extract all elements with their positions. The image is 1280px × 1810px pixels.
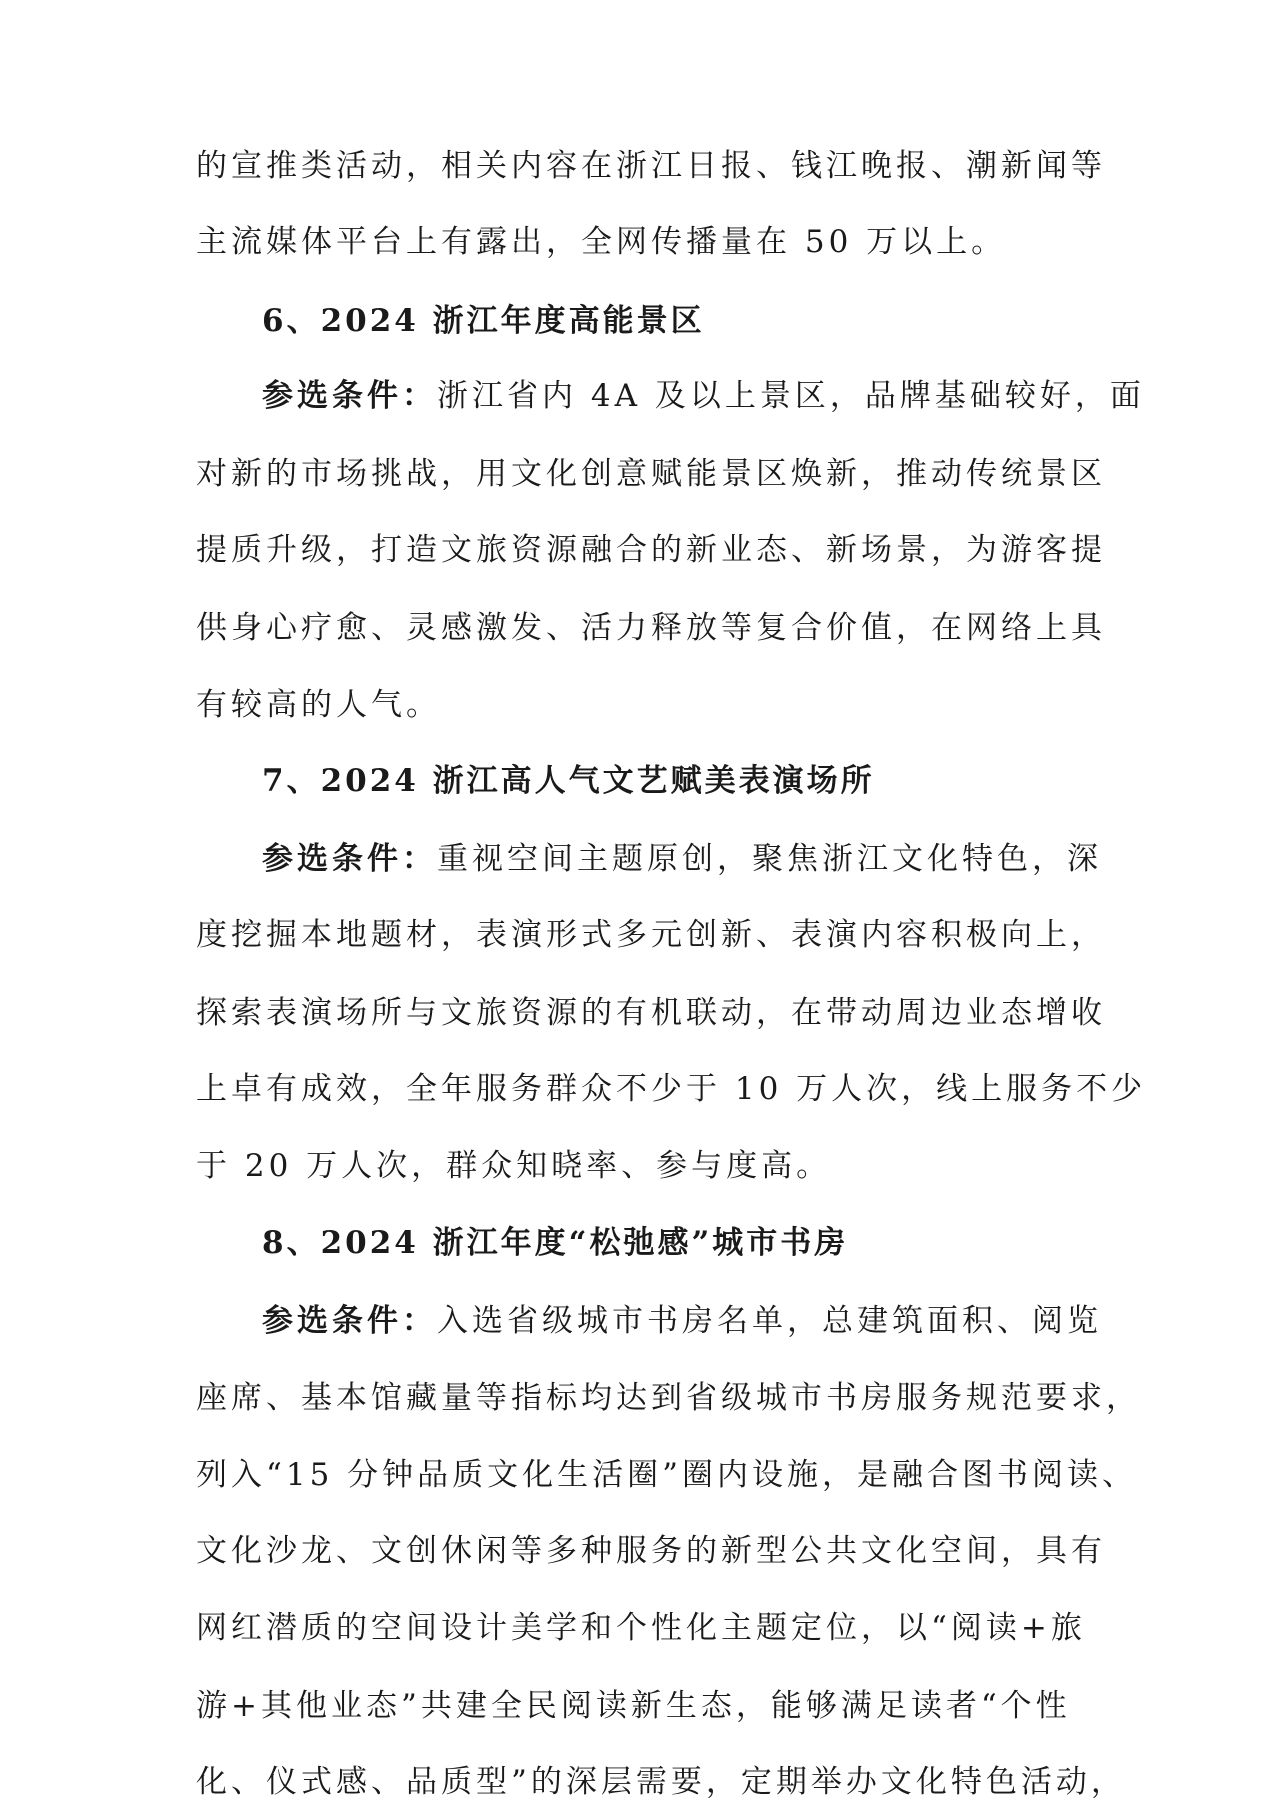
paragraph-line: 提质升级，打造文旅资源融合的新业态、新场景，为游客提 (196, 532, 1106, 568)
paragraph-line: 上卓有成效，全年服务群众不少于 10 万人次，线上服务不少 (196, 1071, 1147, 1107)
criteria-text: 重视空间主题原创，聚焦浙江文化特色，深 (437, 841, 1102, 877)
section-heading: 7、2024 浙江高人气文艺赋美表演场所 (262, 763, 875, 799)
paragraph-line: 探索表演场所与文旅资源的有机联动，在带动周边业态增收 (196, 995, 1106, 1031)
paragraph-line (262, 839, 1102, 879)
paragraph-line: 文化沙龙、文创休闲等多种服务的新型公共文化空间，具有 (196, 1533, 1106, 1569)
paragraph-line: 度挖掘本地题材，表演形式多元创新、表演内容积极向上， (196, 917, 1106, 953)
paragraph-line: 供身心疗愈、灵感激发、活力释放等复合价值，在网络上具 (196, 610, 1106, 646)
paragraph-line: 游+其他业态”共建全民阅读新生态，能够满足读者“个性 (196, 1688, 1071, 1724)
paragraph-line: 化、仪式感、品质型”的深层需要，定期举办文化特色活动， (196, 1764, 1126, 1800)
paragraph-line: 对新的市场挑战，用文化创意赋能景区焕新，推动传统景区 (196, 456, 1106, 492)
section-heading: 6、2024 浙江年度高能景区 (262, 303, 705, 339)
criteria-label: 参选条件： (262, 378, 437, 414)
paragraph-line: 座席、基本馆藏量等指标均达到省级城市书房服务规范要求， (196, 1380, 1141, 1416)
criteria-text: 浙江省内 4A 及以上景区，品牌基础较好，面 (437, 378, 1145, 414)
paragraph-line: 于 20 万人次，群众知晓率、参与度高。 (196, 1148, 832, 1184)
section-heading: 8、2024 浙江年度“松弛感”城市书房 (262, 1225, 849, 1261)
criteria-label: 参选条件： (262, 1303, 437, 1339)
paragraph-line: 列入“15 分钟品质文化生活圈”圈内设施，是融合图书阅读、 (196, 1457, 1137, 1493)
criteria-label: 参选条件： (262, 841, 437, 877)
paragraph-line: 有较高的人气。 (196, 687, 441, 723)
paragraph-line (262, 376, 1145, 416)
paragraph-line: 的宣推类活动，相关内容在浙江日报、钱江晚报、潮新闻等 (196, 148, 1106, 184)
paragraph-line (262, 1301, 1102, 1341)
paragraph-line: 网红潜质的空间设计美学和个性化主题定位，以“阅读+旅 (196, 1610, 1086, 1646)
criteria-text: 入选省级城市书房名单，总建筑面积、阅览 (437, 1303, 1102, 1339)
paragraph-line: 主流媒体平台上有露出，全网传播量在 50 万以上。 (196, 224, 1007, 260)
